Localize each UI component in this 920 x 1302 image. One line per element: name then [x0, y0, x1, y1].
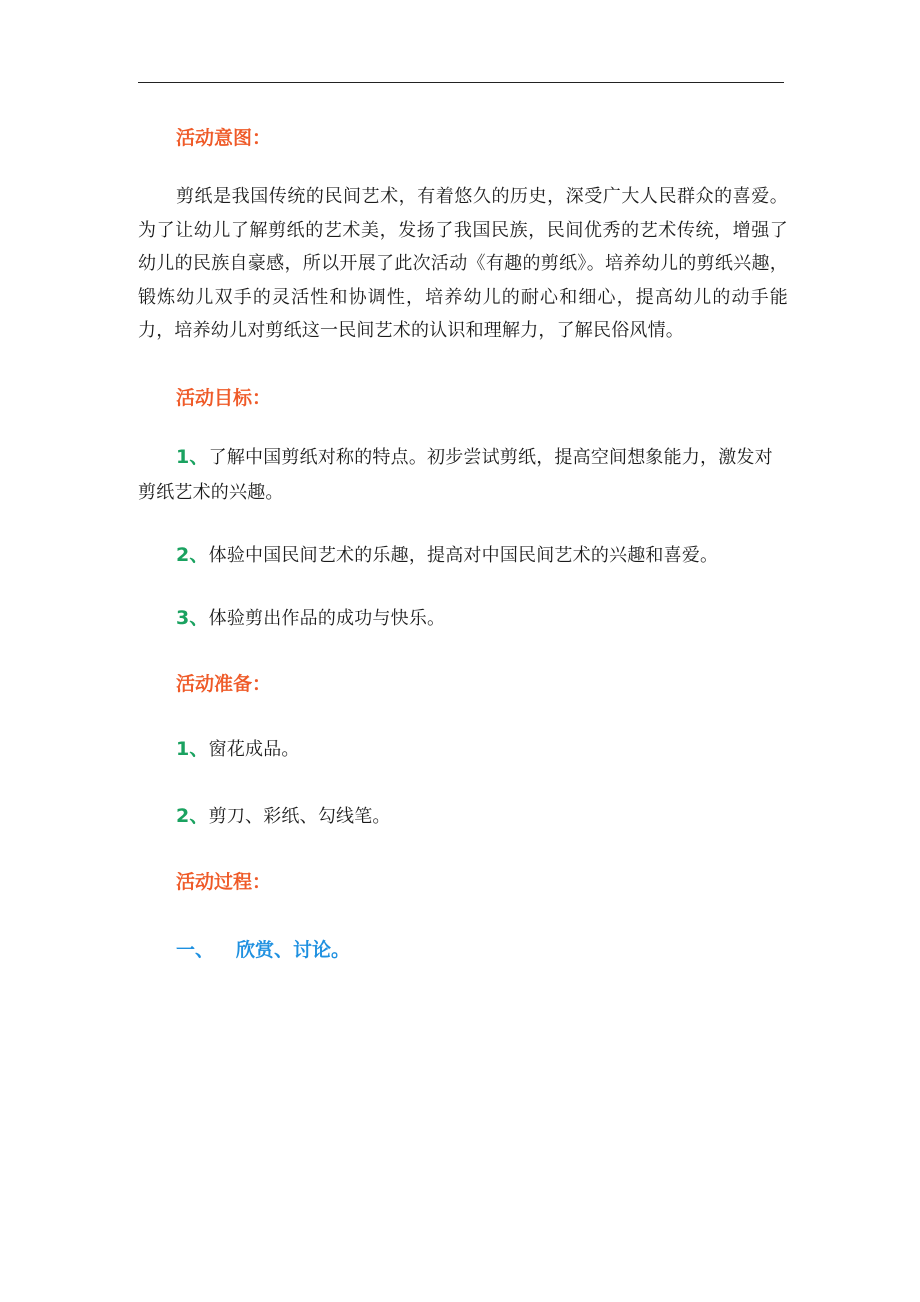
section-heading-process: 活动过程：	[176, 870, 272, 893]
list-text: 了解中国剪纸对称的特点。初步尝试剪纸，提高空间想象能力，激发对剪纸艺术的兴趣。	[138, 446, 773, 503]
list-text: 剪刀、彩纸、勾线笔。	[208, 805, 391, 827]
prep-item-2	[138, 799, 788, 834]
goal-item-3	[138, 601, 788, 636]
list-text: 体验中国民间艺术的乐趣，提高对中国民间艺术的兴趣和喜爱。	[208, 544, 719, 566]
header-rule	[138, 82, 784, 83]
process-step-1	[138, 930, 788, 970]
list-number: 2、	[176, 804, 209, 827]
list-number: 1、	[176, 737, 209, 760]
document-body	[138, 118, 788, 970]
intent-paragraph: 剪纸是我国传统的民间艺术，有着悠久的历史，深受广大人民群众的喜爱。为了让幼儿了解剪纸的艺术美，发扬了我国民族，民间优秀的艺术传统，增强了幼儿的民族自豪感，所以开展了此次活动《有趣的剪纸》。培养幼儿的剪纸兴趣，锻炼幼儿双手的灵活性和协调性，培养幼儿的耐心和细心，提高幼儿的动手能力，培养幼儿对剪纸这一民间艺术的认识和理解力，了解民俗风情。	[138, 186, 788, 341]
section-heading-intent: 活动意图：	[176, 127, 272, 149]
list-number: 2、	[176, 543, 209, 566]
list-text: 体验剪出作品的成功与快乐。	[208, 607, 446, 629]
section-heading-goals: 活动目标：	[176, 386, 272, 409]
step-text: 欣赏、讨论。	[236, 938, 351, 961]
list-number: 1、	[176, 445, 209, 468]
step-number: 一、	[176, 938, 215, 961]
list-text: 窗花成品。	[208, 738, 300, 760]
goal-item-1	[138, 440, 788, 510]
section-heading-preparation: 活动准备：	[176, 672, 272, 695]
prep-item-1	[138, 732, 788, 767]
goal-item-2	[138, 538, 788, 573]
list-number: 3、	[176, 606, 209, 629]
